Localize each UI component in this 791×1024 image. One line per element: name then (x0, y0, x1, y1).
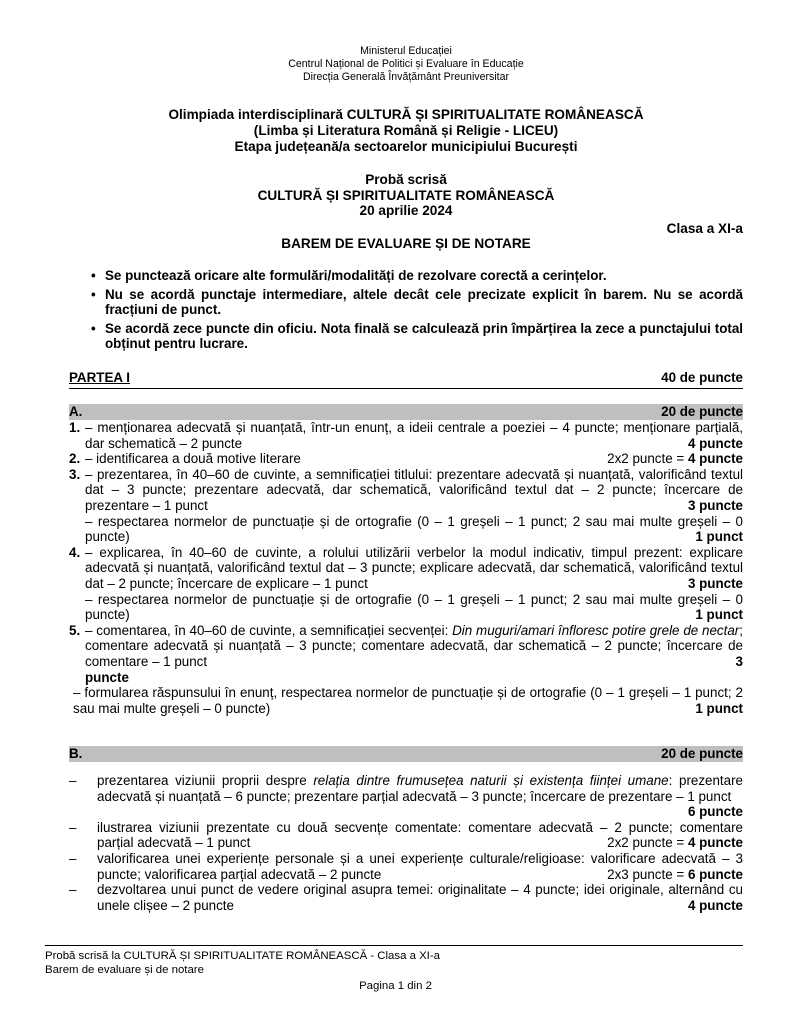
item-score-unit: puncte (85, 669, 129, 685)
bullet-icon: • (91, 268, 96, 283)
exam-subject: CULTURĂ ȘI SPIRITUALITATE ROMÂNEASCĂ (257, 187, 555, 203)
list-item: – valorificarea unei experiențe personale și a unei experiențe culturale/religioase: valorificare adecvată – 3 puncte; valorificarea parțial adecvată – 2 puncte 2x3 puncte = 6 puncte (69, 850, 743, 882)
page-title: BAREM DE EVALUARE ȘI DE NOTARE (281, 236, 531, 251)
grading-rules (69, 268, 743, 355)
list-item: 5. – comentarea, în 40–60 de cuvinte, a semnificației secvenței: Din muguri/amari înfloresc potire grele de nectar; comentare adecvată și nuanțată – 3 puncte; comentare adecvată, dar schematică – 2 puncte; încercare de comentare – 1 punct 3 puncte – formularea răspunsului în enunț, respectarea normelor de punctuație și de ortografie (0 – 1 greșeli – 1 punct; 2 sau mai multe greșeli – 0 puncte) 1 punct (69, 622, 743, 716)
olympiad-title (69, 107, 743, 154)
ministry-line: Direcția Generală Învățământ Preuniversitar (302, 70, 510, 83)
item-score: 6 puncte (687, 804, 743, 820)
ministry-line: Centrul Național de Politici și Evaluare în Educație (288, 57, 524, 70)
exam-type: Probă scrisă (365, 172, 447, 187)
item-score: 4 puncte (687, 435, 743, 451)
quoted-verse: Din muguri/amari înfloresc potire grele de nectar (452, 622, 740, 638)
section-b-heading (69, 746, 743, 762)
section-label: B. (69, 746, 83, 761)
item-score: 1 punct (695, 607, 743, 623)
item-score: 4 puncte (687, 451, 743, 467)
footer-line: Probă scrisă la CULTURĂ ȘI SPIRITUALITATE ROMÂNEASCĂ - Clasa a XI-a (45, 950, 440, 962)
list-item: 3. – prezentarea, în 40–60 de cuvinte, a semnificației titlului: prezentare adecvată și nuanțată, valorificând textul dat – 3 puncte; prezentare adecvată, dar schematică, valorificând textul dat – 2 puncte; încercare de prezentare – 1 punct 3 puncte – respectarea normelor de punctuație și de ortografie (0 – 1 greșeli – 1 punct; 2 sau mai multe greșeli – 0 puncte) 1 punct (69, 466, 743, 545)
olympiad-line: Etapa județeană/a sectoarelor municipiului București (234, 138, 578, 154)
section-label: A. (69, 404, 83, 419)
section-b-items (69, 773, 743, 913)
class-label: Clasa a XI-a (666, 221, 743, 236)
rule-item: • Se punctează oricare alte formulări/modalități de rezolvare corectă a cerințelor. (91, 268, 607, 283)
list-item: 4. – explicarea, în 40–60 de cuvinte, a rolului utilizării verbelor la modul indicativ, timpul prezent: explicare adecvată și nuanțată, valorificând textul dat – 3 puncte; explicare adecvată, dar schematică, valorificând textul dat – 2 puncte; încercare de explicare – 1 punct 3 puncte – respectarea normelor de punctuație și de ortografie (0 – 1 greșeli – 1 punct; 2 sau mai multe greșeli – 0 puncte) 1 punct (69, 544, 743, 623)
bullet-icon: • (91, 320, 96, 336)
list-item: 2. – identificarea a două motive literare 2x2 puncte = 4 puncte (69, 451, 743, 467)
footer (45, 949, 440, 977)
olympiad-line: (Limba și Literatura Română și Religie - LICEU) (253, 122, 559, 138)
list-item: – dezvoltarea unui punct de vedere original asupra temei: originalitate – 4 puncte; idei originale, alternând cu unele clișee – 2 puncte 4 puncte (69, 882, 743, 913)
olympiad-line: Olimpiada interdisciplinară CULTURĂ ȘI SPIRITUALITATE ROMÂNEASCĂ (168, 107, 644, 122)
item-score: 1 punct (695, 529, 743, 545)
list-item: – ilustrarea viziunii prezentate cu două secvențe comentate: comentare adecvată – 2 puncte; comentare parțial adecvată – 1 punct 2x2 puncte = 4 puncte (69, 819, 743, 851)
exam-info (69, 172, 743, 219)
section-a-items (69, 420, 743, 716)
rule-item: • Nu se acordă punctaje intermediare, altele decât cele precizate explicit în barem. Nu se acordă fracțiuni de punct. (91, 286, 743, 318)
list-item: – prezentarea viziunii proprii despre relația dintre frumusețea naturii și existența ființei umane: prezentare adecvată și nuanțată – 6 puncte; prezentare parțial adecvată – 3 puncte; încercare de prezentare – 1 punct 6 puncte (69, 773, 744, 820)
part-title: PARTEA I (69, 370, 131, 385)
footer-line: Barem de evaluare și de notare (45, 964, 204, 976)
item-score: 6 puncte (687, 866, 743, 882)
item-score: 4 puncte (687, 835, 743, 851)
page-number: Pagina 1 din 2 (359, 980, 432, 992)
item-score: 3 puncte (687, 575, 743, 591)
item-score: 4 puncte (687, 897, 743, 913)
rule-item: • Se acordă zece puncte din oficiu. Nota finală se calculează prin împărțirea la zece a punctajului total obținut pentru lucrare. (91, 320, 743, 352)
exam-date: 20 aprilie 2024 (359, 203, 453, 219)
part-points: 40 de puncte (661, 370, 743, 385)
list-item: 1. – menționarea adecvată și nuanțată, într-un enunț, a ideii centrale a poeziei – 4 puncte; menționare parțială, dar schematică – 2 puncte 4 puncte (69, 420, 743, 451)
item-score: 3 puncte (687, 497, 743, 513)
ministry-line: Ministerul Educației (360, 45, 452, 57)
bullet-icon: • (91, 286, 96, 302)
section-a-heading (69, 404, 743, 420)
item-score: 1 punct (695, 700, 743, 716)
section-points: 20 de puncte (661, 746, 743, 761)
item-score: 3 (735, 653, 743, 669)
ministry-header (69, 45, 743, 83)
section-points: 20 de puncte (661, 404, 743, 419)
footer-divider (45, 945, 743, 946)
part-heading (69, 370, 743, 389)
